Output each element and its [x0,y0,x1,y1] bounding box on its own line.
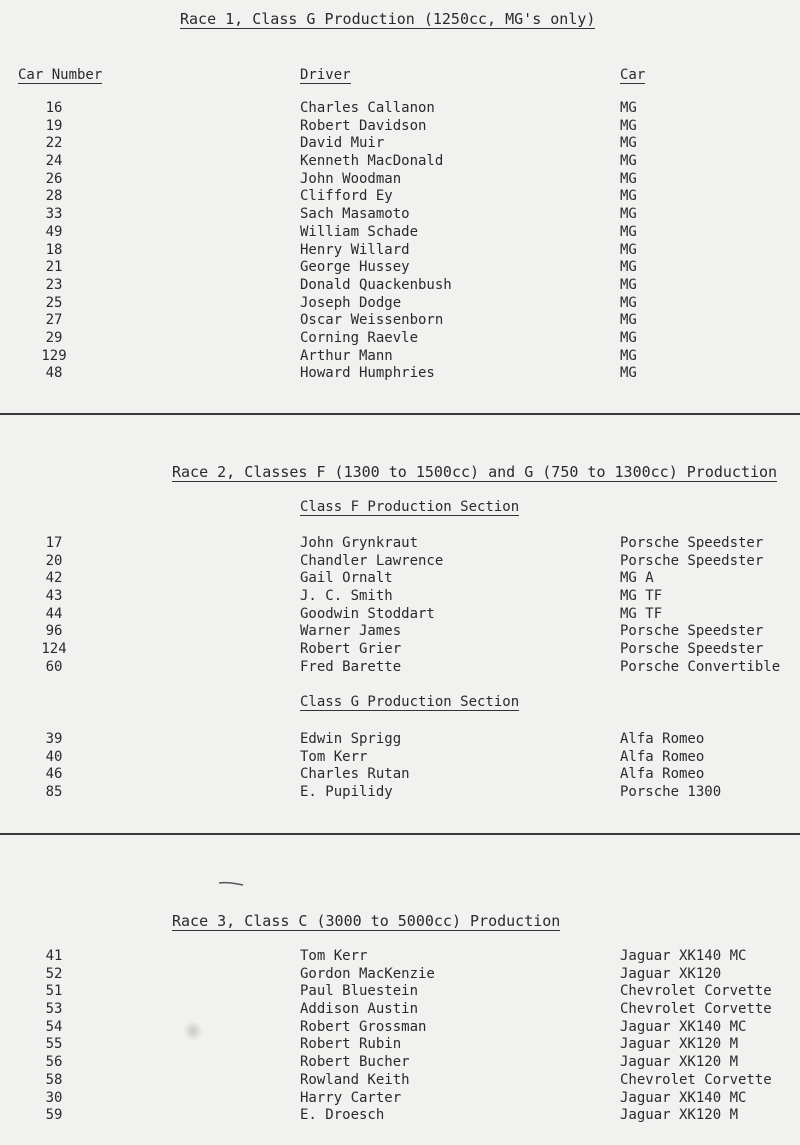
car-model: MG [620,276,637,293]
car-number: 21 [45,259,63,276]
race3-entries [0,948,800,1125]
driver-name: Robert Bucher [300,1054,410,1071]
entry-row [0,118,800,136]
driver-name: Gordon MacKenzie [300,965,435,982]
car-number: 124 [41,641,67,658]
car-number: 24 [45,153,63,170]
car-number-header: Car Number [18,67,103,83]
entry-row [0,1054,800,1072]
car-model: Jaguar XK140 MC [620,1089,747,1106]
race1-entries [0,100,800,383]
entry-row [0,153,800,171]
car-model: Jaguar XK140 MC [620,1018,747,1035]
car-model: Alfa Romeo [620,748,705,765]
car-number: 54 [45,1018,63,1035]
car-model: Jaguar XK120 M [620,1054,739,1071]
car-number: 20 [45,552,63,569]
driver-name: Gail Ornalt [300,570,393,587]
entry-row [0,784,800,802]
entry-row [0,348,800,366]
car-model: MG TF [620,605,663,622]
car-model: MG [620,153,637,170]
driver-name: Charles Rutan [300,766,410,783]
driver-name: Arthur Mann [300,347,393,364]
entry-row [0,100,800,118]
race3-title: Race 3, Class C (3000 to 5000cc) Production [172,912,561,930]
driver-name: Joseph Dodge [300,294,402,311]
driver-name: John Woodman [300,170,402,187]
driver-name: Clifford Ey [300,188,393,205]
entry-row [0,206,800,224]
entry-row [0,135,800,153]
car-number: 59 [45,1107,63,1124]
entry-row [0,1107,800,1125]
car-model: MG [620,117,637,134]
car-model: Porsche Convertible [620,658,781,675]
car-number: 19 [45,117,63,134]
driver-name: Tom Kerr [300,748,368,765]
driver-name: Robert Grier [300,641,402,658]
car-number: 52 [45,965,63,982]
car-model: Jaguar XK120 [620,965,722,982]
driver-name: George Hussey [300,259,410,276]
car-number: 29 [45,329,63,346]
car-number: 26 [45,170,63,187]
driver-name: Tom Kerr [300,948,368,964]
driver-name: Charles Callanon [300,100,435,116]
section-divider [0,413,800,415]
car-model: MG [620,259,637,276]
entry-row [0,188,800,206]
driver-name: Edwin Sprigg [300,731,402,747]
car-number: 25 [45,294,63,311]
class-g-entries [0,731,800,802]
entry-row [0,588,800,606]
car-number: 41 [45,948,63,964]
car-number: 58 [45,1071,63,1088]
entry-row [0,1036,800,1054]
car-model: MG [620,294,637,311]
car-number: 39 [45,731,63,747]
car-model: MG [620,223,637,240]
driver-name: Chandler Lawrence [300,552,444,569]
car-number: 18 [45,241,63,258]
entry-row [0,1019,800,1037]
car-model: Jaguar XK120 M [620,1107,739,1124]
class-f-entries [0,535,800,677]
driver-name: Howard Humphries [300,365,435,382]
car-model: MG [620,312,637,329]
car-model: Porsche 1300 [620,784,722,801]
driver-name: E. Pupilidy [300,784,393,801]
car-number: 30 [45,1089,63,1106]
driver-name: Goodwin Stoddart [300,605,435,622]
entry-row [0,983,800,1001]
car-model: MG [620,365,637,382]
driver-name: Oscar Weissenborn [300,312,444,329]
car-model: MG [620,188,637,205]
entry-row [0,1001,800,1019]
car-model: MG [620,241,637,258]
car-model: Chevrolet Corvette [620,1071,772,1088]
car-model: Chevrolet Corvette [620,1001,772,1018]
car-model: MG TF [620,588,663,605]
car-model: Jaguar XK120 M [620,1036,739,1053]
race2-title: Race 2, Classes F (1300 to 1500cc) and G (750 to 1300cc) Production [172,463,778,481]
car-model: MG A [620,570,654,587]
entry-row [0,766,800,784]
class-f-section-title: Class F Production Section [300,499,520,515]
car-number: 55 [45,1036,63,1053]
class-g-section-title: Class G Production Section [300,694,520,710]
entry-row [0,1072,800,1090]
section-divider [0,833,800,835]
car-model: MG [620,206,637,223]
car-model: MG [620,170,637,187]
car-header: Car [620,67,646,83]
car-model: Jaguar XK140 MC [620,948,747,964]
driver-name: J. C. Smith [300,588,393,605]
car-number: 85 [45,784,63,801]
car-model: MG [620,347,637,364]
driver-name: Sach Masamoto [300,206,410,223]
entry-row [0,312,800,330]
entry-row [0,535,800,553]
driver-name: Donald Quackenbush [300,276,452,293]
entry-row [0,948,800,966]
car-model: Chevrolet Corvette [620,983,772,1000]
car-model: Alfa Romeo [620,766,705,783]
driver-name: Paul Bluestein [300,983,419,1000]
driver-name: Kenneth MacDonald [300,153,444,170]
driver-name: David Muir [300,135,385,152]
entry-row [0,330,800,348]
entry-row [0,259,800,277]
car-model: MG [620,329,637,346]
driver-name: Warner James [300,623,402,640]
car-number: 23 [45,276,63,293]
car-model: MG [620,135,637,152]
driver-name: Rowland Keith [300,1071,410,1088]
car-model: Porsche Speedster [620,641,764,658]
driver-name: E. Droesch [300,1107,385,1124]
entry-row [0,224,800,242]
car-number: 51 [45,983,63,1000]
car-number: 42 [45,570,63,587]
driver-name: Corning Raevle [300,329,419,346]
car-model: Alfa Romeo [620,731,705,747]
entry-row [0,1090,800,1108]
car-number: 27 [45,312,63,329]
car-number: 22 [45,135,63,152]
entry-row [0,659,800,677]
car-number: 46 [45,766,63,783]
driver-name: John Grynkraut [300,535,419,551]
entry-row [0,171,800,189]
car-number: 28 [45,188,63,205]
driver-name: Robert Davidson [300,117,427,134]
car-number: 17 [45,535,63,551]
entry-row [0,295,800,313]
driver-name: Addison Austin [300,1001,419,1018]
entry-row [0,731,800,749]
car-number: 129 [41,347,67,364]
car-model: Porsche Speedster [620,623,764,640]
race1-title: Race 1, Class G Production (1250cc, MG's only) [180,10,596,28]
driver-name: Fred Barette [300,658,402,675]
car-number: 16 [45,100,63,116]
entry-row [0,966,800,984]
car-model: MG [620,100,637,116]
car-number: 60 [45,658,63,675]
car-number: 33 [45,206,63,223]
car-number: 53 [45,1001,63,1018]
entry-row [0,570,800,588]
entry-row [0,365,800,383]
entry-row [0,749,800,767]
car-number: 40 [45,748,63,765]
car-number: 49 [45,223,63,240]
car-model: Porsche Speedster [620,535,764,551]
car-number: 43 [45,588,63,605]
driver-name: William Schade [300,223,419,240]
entry-row [0,553,800,571]
driver-header: Driver [300,67,351,83]
entry-row [0,623,800,641]
entry-row [0,606,800,624]
entry-row [0,242,800,260]
entry-row [0,641,800,659]
stray-pen-mark [218,881,244,887]
driver-name: Henry Willard [300,241,410,258]
driver-name: Robert Grossman [300,1018,427,1035]
driver-name: Harry Carter [300,1089,402,1106]
entry-row [0,277,800,295]
car-model: Porsche Speedster [620,552,764,569]
car-number: 96 [45,623,63,640]
car-number: 44 [45,605,63,622]
driver-name: Robert Rubin [300,1036,402,1053]
car-number: 56 [45,1054,63,1071]
car-number: 48 [45,365,63,382]
